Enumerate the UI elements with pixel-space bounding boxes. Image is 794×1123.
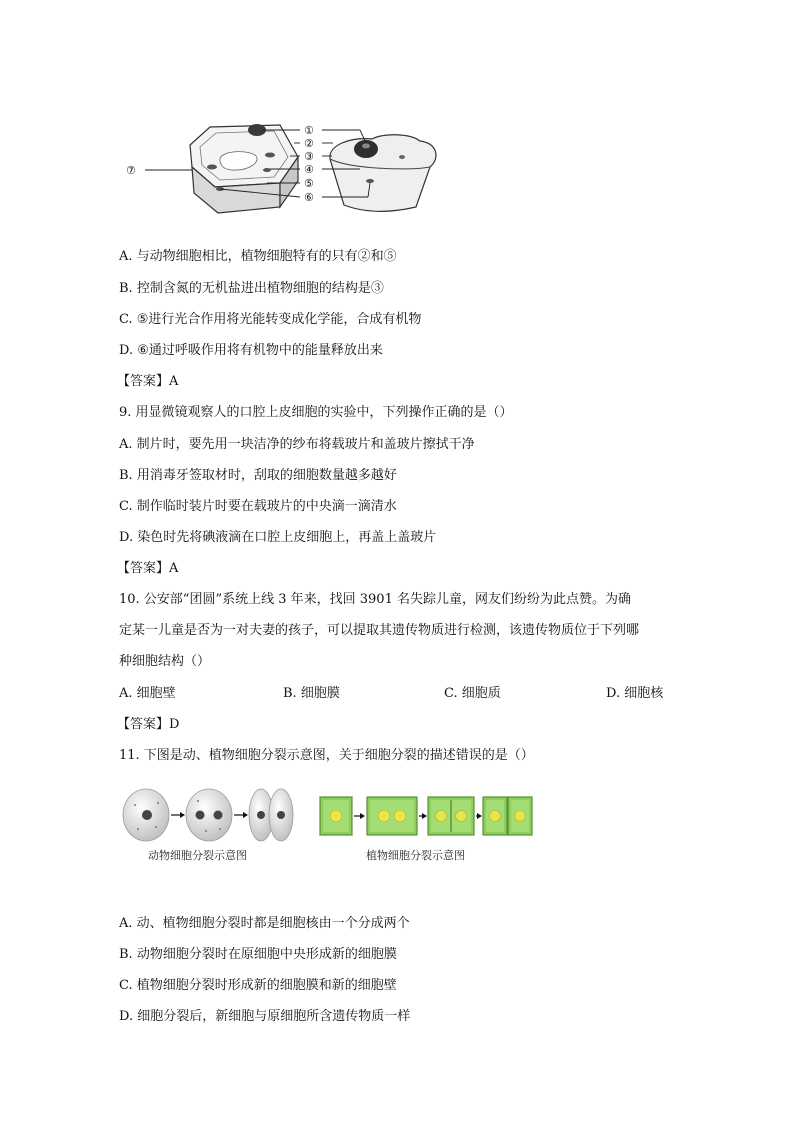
q10-stem-line-3: 种细胞结构（） [119,654,211,669]
q9-answer: 【答案】A [117,561,179,576]
label-2: ② [304,137,314,150]
cell-structure-figure [120,115,450,220]
animal-cell-stage-2 [186,789,232,841]
q11-option-a: A. 动、植物细胞分裂时都是细胞核由一个分成两个 [119,916,410,931]
plant-cell-diagram [190,124,298,213]
q9-option-b: B. 用消毒牙签取材时，刮取的细胞数量越多越好 [119,468,397,483]
plant-cell-stage-3 [428,797,474,835]
q9-option-c: C. 制作临时装片时要在载玻片的中央滴一滴清水 [119,499,397,514]
q10-answer: 【答案】D [117,717,180,732]
q11-option-c: C. 植物细胞分裂时形成新的细胞膜和新的细胞壁 [119,978,397,993]
plant-cell-division-figure [318,795,534,837]
label-4: ④ [304,163,314,176]
plant-cell-stage-4 [483,797,532,835]
q10-option-c: C. 细胞质 [444,686,501,701]
q8-option-d: D. ⑥通过呼吸作用将有机物中的能量释放出来 [119,343,383,358]
q10-option-d: D. 细胞核 [606,686,664,701]
q9-option-d: D. 染色时先将碘液滴在口腔上皮细胞上，再盖上盖玻片 [119,530,437,545]
plant-cell-stage-1 [320,797,352,835]
q10-option-a: A. 细胞壁 [119,686,176,701]
q10-stem-line-2: 定某一儿童是否为一对夫妻的孩子，可以提取其遗传物质进行检测，该遗传物质位于下列哪 [119,623,640,638]
label-6: ⑥ [304,191,314,204]
animal-cell-division-figure [120,785,295,845]
animal-cell-diagram [330,135,436,212]
q8-answer: 【答案】A [117,374,179,389]
q9-option-a: A. 制片时，要先用一块洁净的纱布将载玻片和盖玻片擦拭干净 [119,437,475,452]
q8-option-c: C. ⑤进行光合作用将光能转变成化学能，合成有机物 [119,312,422,327]
q9-stem: 9. 用显微镜观察人的口腔上皮细胞的实验中，下列操作正确的是（） [119,405,513,420]
q11-option-b: B. 动物细胞分裂时在原细胞中央形成新的细胞膜 [119,947,397,962]
animal-cell-stage-1 [123,789,169,841]
q10-stem-line-1: 10. 公安部“团圆”系统上线 3 年来，找回 3901 名失踪儿童，网友们纷纷为此点赞。为确 [119,592,631,607]
label-1: ① [304,124,314,137]
q10-option-b: B. 细胞膜 [283,686,340,701]
label-3: ③ [304,150,314,163]
q11-stem: 11. 下图是动、植物细胞分裂示意图，关于细胞分裂的描述错误的是（） [119,748,534,763]
label-5: ⑤ [304,177,314,190]
plant-cell-stage-2 [367,797,417,835]
animal-division-caption: 动物细胞分裂示意图 [148,849,247,862]
animal-cell-stage-3 [249,789,293,841]
q8-option-a: A. 与动物细胞相比，植物细胞特有的只有②和⑤ [119,249,397,264]
label-7: ⑦ [126,164,136,177]
plant-division-caption: 植物细胞分裂示意图 [366,849,465,862]
q11-option-d: D. 细胞分裂后，新细胞与原细胞所含遗传物质一样 [119,1009,411,1024]
q8-option-b: B. 控制含氮的无机盐进出植物细胞的结构是③ [119,281,384,296]
